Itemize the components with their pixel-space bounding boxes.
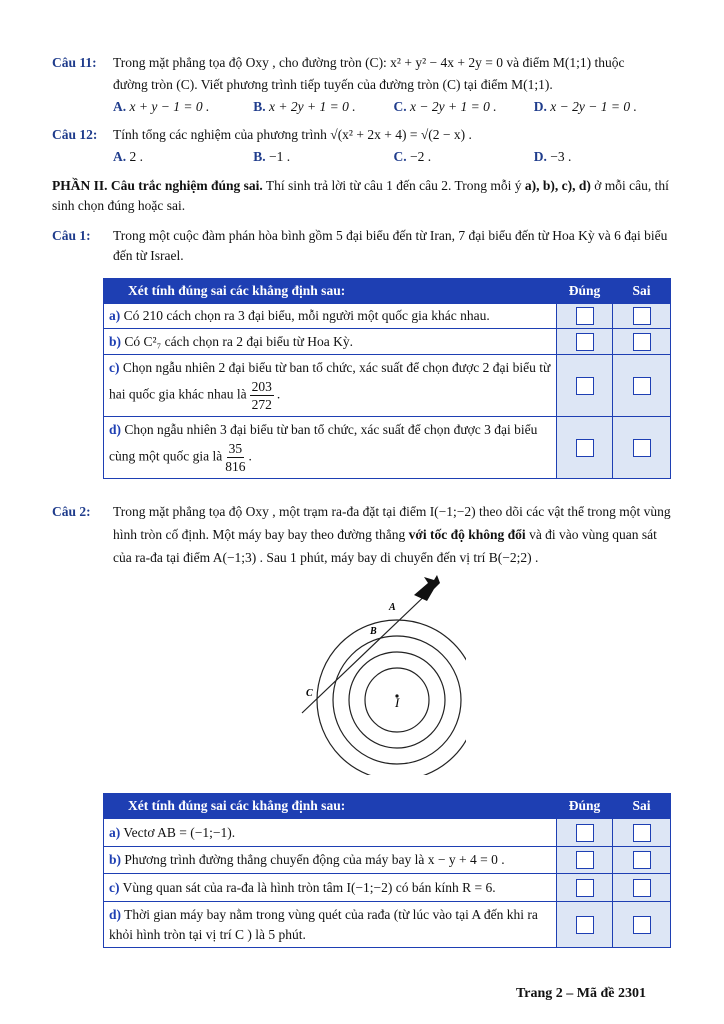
statement-key: c) xyxy=(109,879,120,895)
table-row xyxy=(104,417,671,479)
checkbox[interactable] xyxy=(633,307,651,325)
false-checkbox[interactable] xyxy=(613,355,671,417)
option-d[interactable] xyxy=(534,96,674,118)
question-12-options xyxy=(113,146,674,168)
question-11-label: Câu 11: xyxy=(52,55,97,70)
true-checkbox[interactable] xyxy=(557,847,613,874)
statement-text: Phương trình đường thẳng chuyển động của máy bay là x − y + 4 = 0 . xyxy=(124,852,505,867)
true-checkbox[interactable] xyxy=(557,355,613,417)
true-checkbox[interactable] xyxy=(557,329,613,355)
label-b: B xyxy=(370,626,377,637)
page-footer: Trang 2 – Mã đề 2301 xyxy=(516,986,647,1001)
statement-key: b) xyxy=(109,333,122,349)
statement-key: a) xyxy=(109,824,121,840)
option-key: A. xyxy=(113,149,127,164)
table-header xyxy=(104,279,671,304)
statement-key: b) xyxy=(109,852,122,867)
fraction-denominator: 272 xyxy=(251,397,272,412)
statement-key: a) xyxy=(109,308,121,323)
tf-question-1 xyxy=(52,226,674,266)
option-key: D. xyxy=(533,149,547,164)
table-row xyxy=(104,329,671,355)
header-false: Sai xyxy=(613,279,671,304)
tf-question-1-text: Trong một cuộc đàm phán hòa bình gồm 5 đại biểu đến từ Iran, 7 đại biểu đến từ Hoa Kỳ và 6 đại biểu đến từ Israel. xyxy=(113,228,668,263)
option-text: x − 2y + 1 = 0 . xyxy=(410,99,497,114)
true-checkbox[interactable] xyxy=(557,304,613,329)
option-key: B. xyxy=(253,149,266,164)
label-a: A xyxy=(389,602,396,613)
checkbox[interactable] xyxy=(633,333,651,351)
statement-c xyxy=(104,355,557,417)
statement-end: . xyxy=(248,448,252,464)
statement-key: d) xyxy=(109,422,122,437)
table-row xyxy=(104,874,671,902)
fraction-numerator: 203 xyxy=(251,379,272,394)
section-2-text: Thí sinh trả lời từ câu 1 đến câu 2. Trong mỗi ý xyxy=(262,178,525,193)
text-part: Trong mặt phẳng tọa độ Oxy , một trạm ra-đa đặt tại điểm I(−1;−2) theo dõi các vật thể trong một vùng hình tròn cố định. Một máy bay bay theo đường thẳng xyxy=(113,504,671,542)
question-11 xyxy=(52,52,674,118)
statement-key: c) xyxy=(109,360,120,375)
text-part: và đi vào vùng quan sát của ra-đa tại điểm A(−1;3) . Sau 1 phút, máy bay di chuyển đến vị trí B(−2;2) . xyxy=(113,527,657,565)
true-checkbox[interactable] xyxy=(557,819,613,847)
checkbox[interactable] xyxy=(633,377,651,395)
radar-figure xyxy=(296,575,466,775)
option-c[interactable] xyxy=(394,96,534,118)
fraction xyxy=(225,440,245,475)
table-row xyxy=(104,355,671,417)
option-text: −1 . xyxy=(269,149,291,164)
flight-path-line xyxy=(302,587,434,713)
fraction-denominator: 816 xyxy=(225,459,246,474)
text-bold: với tốc độ không đổi xyxy=(408,527,526,542)
question-12 xyxy=(52,124,674,168)
statement-b xyxy=(104,329,557,355)
checkbox[interactable] xyxy=(633,879,651,897)
statement-text: Vectơ AB = (−1;−1). xyxy=(123,824,236,840)
fraction xyxy=(250,378,274,413)
statement-a xyxy=(104,304,557,329)
statement-d xyxy=(104,902,557,948)
true-checkbox[interactable] xyxy=(557,874,613,902)
header-true: Đúng xyxy=(557,794,613,819)
table-header xyxy=(104,794,671,819)
checkbox[interactable] xyxy=(576,824,594,842)
option-text: x + y − 1 = 0 . xyxy=(129,99,210,114)
tf-table-2 xyxy=(103,793,671,948)
option-key: D. xyxy=(533,99,547,114)
statement-text: Có 210 cách chọn ra 3 đại biểu, mỗi người một quốc gia khác nhau. xyxy=(123,308,490,323)
statement-d xyxy=(104,417,557,479)
option-b[interactable] xyxy=(253,146,393,168)
option-a[interactable] xyxy=(113,96,253,118)
header-statement: Xét tính đúng sai các khẳng định sau: xyxy=(104,279,557,304)
statement-text: Chọn ngẫu nhiên 2 đại biểu từ ban tổ chức, xác suất để chọn được 2 đại biểu từ hai quốc gia khác nhau là xyxy=(109,360,551,402)
header-false: Sai xyxy=(613,794,671,819)
option-text: −3 . xyxy=(550,149,572,164)
header-statement: Xét tính đúng sai các khẳng định sau: xyxy=(104,794,557,819)
checkbox[interactable] xyxy=(576,851,594,869)
checkbox[interactable] xyxy=(633,824,651,842)
false-checkbox[interactable] xyxy=(613,819,671,847)
statement-key: d) xyxy=(109,906,122,922)
table-row xyxy=(104,819,671,847)
checkbox[interactable] xyxy=(576,879,594,897)
option-b[interactable] xyxy=(253,96,393,118)
tf-question-1-label: Câu 1: xyxy=(52,228,91,243)
option-key: A. xyxy=(113,99,127,114)
label-c: C xyxy=(306,688,313,699)
radar-circle-outer xyxy=(317,620,466,775)
tf-question-2-label: Câu 2: xyxy=(52,504,91,519)
statement-text: Chọn ngẫu nhiên 3 đại biểu từ ban tổ chức, xác suất để chọn được 3 đại biểu cùng một quốc gia là xyxy=(109,422,538,464)
false-checkbox[interactable] xyxy=(613,304,671,329)
statement-c xyxy=(104,874,557,902)
question-11-line2: đường tròn (C). Viết phương trình tiếp tuyến của đường tròn (C) tại điểm M(1;1). xyxy=(113,77,553,92)
option-d[interactable] xyxy=(534,146,674,168)
statement-text: Vùng quan sát của ra-đa là hình tròn tâm I(−1;−2) có bán kính R = 6. xyxy=(122,879,496,895)
header-true: Đúng xyxy=(557,279,613,304)
statement-a xyxy=(104,819,557,847)
checkbox[interactable] xyxy=(576,377,594,395)
checkbox[interactable] xyxy=(576,307,594,325)
tf-question-2 xyxy=(52,500,674,569)
false-checkbox[interactable] xyxy=(613,902,671,948)
false-checkbox[interactable] xyxy=(613,874,671,902)
statement-end: . xyxy=(276,386,281,402)
statement-text: Thời gian máy bay nằm trong vùng quét của rađa (từ lúc vào tại A đến khi ra khỏi hình tròn tại vị trí C ) là 5 phút. xyxy=(109,906,538,942)
statement-text: Có C²₇ cách chọn ra 2 đại biểu từ Hoa Kỳ. xyxy=(124,333,354,349)
option-text: −2 . xyxy=(410,149,432,164)
tf-question-2-text xyxy=(113,500,674,569)
checkbox[interactable] xyxy=(633,916,651,934)
checkbox[interactable] xyxy=(633,851,651,869)
table-row xyxy=(104,902,671,948)
statement-b xyxy=(104,847,557,874)
table-row xyxy=(104,847,671,874)
airplane-icon xyxy=(414,575,440,601)
section-2-intro xyxy=(52,176,674,216)
tf-table-1 xyxy=(103,278,671,479)
option-key: C. xyxy=(393,149,407,164)
false-checkbox[interactable] xyxy=(613,329,671,355)
true-checkbox[interactable] xyxy=(557,417,613,479)
checkbox[interactable] xyxy=(576,916,594,934)
label-i: I xyxy=(395,695,400,710)
section-2-text2: ở mỗi câu, thí sinh chọn đúng hoặc sai. xyxy=(52,178,669,213)
option-text: 2 . xyxy=(129,149,143,164)
option-key: B. xyxy=(253,99,266,114)
checkbox[interactable] xyxy=(576,333,594,351)
question-11-options xyxy=(113,96,674,118)
fraction-numerator: 35 xyxy=(228,441,243,456)
option-key: C. xyxy=(393,99,407,114)
section-2-title: PHẦN II. Câu trắc nghiệm đúng sai. xyxy=(52,178,263,193)
option-c[interactable] xyxy=(394,146,534,168)
false-checkbox[interactable] xyxy=(613,847,671,874)
question-12-line1: Tính tổng các nghiệm của phương trình √(x² + 2x + 4) = √(2 − x) . xyxy=(113,127,472,142)
false-checkbox[interactable] xyxy=(613,417,671,479)
table-row xyxy=(104,304,671,329)
option-text: x + 2y + 1 = 0 . xyxy=(269,99,356,114)
question-11-line1: Trong mặt phẳng tọa độ Oxy , cho đường tròn (C): x² + y² − 4x + 2y = 0 và điểm M(1;1) thuộc xyxy=(113,55,625,70)
checkbox[interactable] xyxy=(576,439,594,457)
question-12-label: Câu 12: xyxy=(52,127,98,142)
true-checkbox[interactable] xyxy=(557,902,613,948)
checkbox[interactable] xyxy=(633,439,651,457)
option-text: x − 2y − 1 = 0 . xyxy=(550,99,637,114)
section-2-items: a), b), c), d) xyxy=(524,178,591,193)
option-a[interactable] xyxy=(113,146,253,168)
